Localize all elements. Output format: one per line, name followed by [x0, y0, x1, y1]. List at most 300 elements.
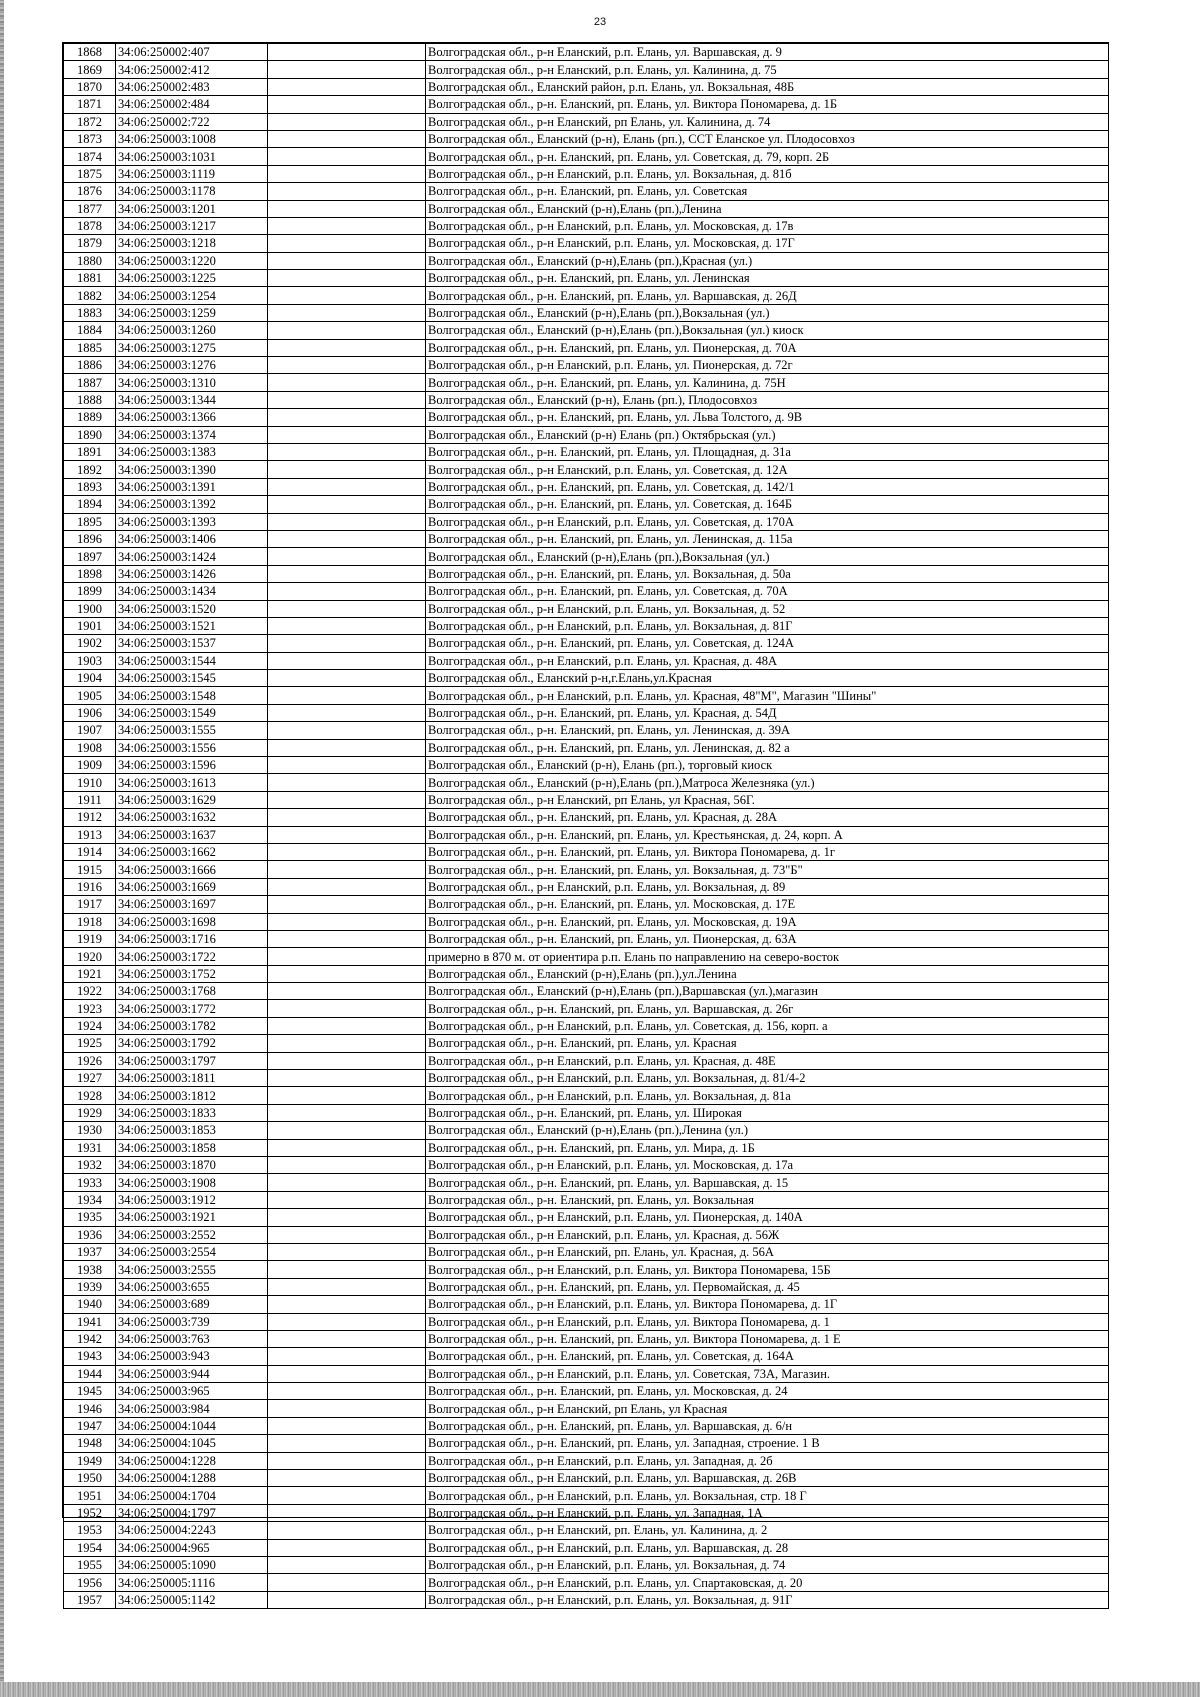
table-row	[64, 687, 1109, 704]
table-row	[64, 148, 1109, 165]
cadastral-number-cell: 34:06:250003:1833	[116, 1104, 268, 1121]
row-number-cell: 1938	[64, 1261, 116, 1278]
cadastral-number-cell: 34:06:250002:722	[116, 113, 268, 130]
address-cell: Волгоградская обл., р-н. Еланский, рп. Елань, ул. Виктора Пономарева, д. 1Б	[426, 96, 1109, 113]
address-cell: Волгоградская обл., р-н. Еланский, рп. Елань, ул. Виктора Пономарева, д. 1 Е	[426, 1330, 1109, 1347]
cadastral-number-cell: 34:06:250003:1912	[116, 1191, 268, 1208]
table-row	[64, 1070, 1109, 1087]
empty-cell	[268, 739, 426, 756]
address-cell: Волгоградская обл., р-н. Еланский, рп. Елань, ул. Красная, д. 28А	[426, 809, 1109, 826]
row-number-cell: 1908	[64, 739, 116, 756]
empty-cell	[268, 1070, 426, 1087]
table-row	[64, 670, 1109, 687]
row-number-cell: 1889	[64, 409, 116, 426]
table-row	[64, 1452, 1109, 1469]
row-number-cell: 1914	[64, 843, 116, 860]
cadastral-number-cell: 34:06:250004:1228	[116, 1452, 268, 1469]
row-number-cell: 1932	[64, 1157, 116, 1174]
cadastral-number-cell: 34:06:250003:1310	[116, 374, 268, 391]
table-row	[64, 722, 1109, 739]
cadastral-number-cell: 34:06:250003:943	[116, 1348, 268, 1365]
row-number-cell: 1931	[64, 1139, 116, 1156]
empty-cell	[268, 1157, 426, 1174]
cadastral-number-cell: 34:06:250003:1662	[116, 843, 268, 860]
table-row	[64, 513, 1109, 530]
row-number-cell: 1880	[64, 252, 116, 269]
row-number-cell: 1886	[64, 357, 116, 374]
cadastral-number-cell: 34:06:250004:1044	[116, 1417, 268, 1434]
table-row	[64, 1313, 1109, 1330]
empty-cell	[268, 339, 426, 356]
row-number-cell: 1945	[64, 1383, 116, 1400]
address-cell: Волгоградская обл., р-н Еланский, р.п. Елань, ул. Вокзальная, д. 81/4-2	[426, 1070, 1109, 1087]
row-number-cell: 1936	[64, 1226, 116, 1243]
table-row	[64, 461, 1109, 478]
address-cell: Волгоградская обл., Еланский р-н,г.Елань,ул.Красная	[426, 670, 1109, 687]
table-row	[64, 1487, 1109, 1504]
table-row	[64, 1278, 1109, 1295]
empty-cell	[268, 565, 426, 582]
empty-cell	[268, 1191, 426, 1208]
empty-cell	[268, 1122, 426, 1139]
cadastral-number-cell: 34:06:250003:1782	[116, 1017, 268, 1034]
address-cell: Волгоградская обл., р-н Еланский, р.п. Елань, ул. Московская, д. 17а	[426, 1157, 1109, 1174]
table-row	[64, 270, 1109, 287]
empty-cell	[268, 391, 426, 408]
row-number-cell: 1918	[64, 913, 116, 930]
empty-cell	[268, 252, 426, 269]
empty-cell	[268, 1226, 426, 1243]
empty-cell	[268, 861, 426, 878]
cadastral-number-cell: 34:06:250002:412	[116, 61, 268, 78]
table-row	[64, 1383, 1109, 1400]
address-cell: Волгоградская обл., Еланский (р-н),Елань (рп.),Ленина	[426, 200, 1109, 217]
address-cell: Волгоградская обл., р-н. Еланский, рп. Елань, ул. Советская, д. 124А	[426, 635, 1109, 652]
empty-cell	[268, 287, 426, 304]
row-number-cell: 1869	[64, 61, 116, 78]
row-number-cell: 1926	[64, 1052, 116, 1069]
address-cell: Волгоградская обл., р-н Еланский, р.п. Елань, ул. Вокзальная, д. 81а	[426, 1087, 1109, 1104]
empty-cell	[268, 687, 426, 704]
row-number-cell: 1879	[64, 235, 116, 252]
row-number-cell: 1900	[64, 600, 116, 617]
address-cell: Волгоградская обл., Еланский район, р.п. Елань, ул. Вокзальная, 48Б	[426, 78, 1109, 95]
empty-cell	[268, 1522, 426, 1539]
address-cell: Волгоградская обл., р-н. Еланский, рп. Елань, ул. Красная, д. 54Д	[426, 704, 1109, 721]
row-number-cell: 1930	[64, 1122, 116, 1139]
table-row	[64, 1522, 1109, 1539]
row-number-cell: 1935	[64, 1209, 116, 1226]
cadastral-number-cell: 34:06:250004:2243	[116, 1522, 268, 1539]
page-number: 23	[593, 16, 607, 28]
address-cell: Волгоградская обл., р-н Еланский, рп. Елань, ул. Красная, д. 56А	[426, 1243, 1109, 1260]
cadastral-number-cell: 34:06:250003:2554	[116, 1243, 268, 1260]
row-number-cell: 1868	[64, 44, 116, 61]
empty-cell	[268, 1417, 426, 1434]
table-row	[64, 1574, 1109, 1591]
address-cell: Волгоградская обл., р-н Еланский, р.п. Елань, ул. Западная, д. 2б	[426, 1452, 1109, 1469]
cadastral-number-cell: 34:06:250003:1548	[116, 687, 268, 704]
table-row	[64, 1139, 1109, 1156]
empty-cell	[268, 1452, 426, 1469]
address-cell: Волгоградская обл., р-н. Еланский, рп. Елань, ул. Варшавская, д. 26Д	[426, 287, 1109, 304]
cadastral-number-cell: 34:06:250003:1391	[116, 478, 268, 495]
empty-cell	[268, 1539, 426, 1556]
table-row	[64, 287, 1109, 304]
address-cell: Волгоградская обл., р-н. Еланский, рп. Елань, ул. Пионерская, д. 63А	[426, 930, 1109, 947]
empty-cell	[268, 235, 426, 252]
row-number-cell: 1896	[64, 530, 116, 547]
empty-cell	[268, 896, 426, 913]
empty-cell	[268, 1174, 426, 1191]
empty-cell	[268, 426, 426, 443]
table-row	[64, 61, 1109, 78]
cadastral-number-cell: 34:06:250003:1344	[116, 391, 268, 408]
empty-cell	[268, 1330, 426, 1347]
table-row	[64, 235, 1109, 252]
empty-cell	[268, 548, 426, 565]
row-number-cell: 1874	[64, 148, 116, 165]
table-row	[64, 1226, 1109, 1243]
table-row	[64, 1348, 1109, 1365]
address-cell: Волгоградская обл., р-н Еланский, рп. Елань, ул. Калинина, д. 2	[426, 1522, 1109, 1539]
table-row	[64, 565, 1109, 582]
empty-cell	[268, 930, 426, 947]
address-cell: Волгоградская обл., Еланский (р-н),Елань (рп.),Красная (ул.)	[426, 252, 1109, 269]
empty-cell	[268, 1052, 426, 1069]
row-number-cell: 1943	[64, 1348, 116, 1365]
cadastral-number-cell: 34:06:250004:1045	[116, 1435, 268, 1452]
empty-cell	[268, 478, 426, 495]
address-cell: Волгоградская обл., Еланский (р-н),Елань (рп.),Варшавская (ул.),магазин	[426, 983, 1109, 1000]
row-number-cell: 1957	[64, 1591, 116, 1608]
cadastral-number-cell: 34:06:250003:1393	[116, 513, 268, 530]
table-row	[64, 1504, 1109, 1521]
row-number-cell: 1937	[64, 1243, 116, 1260]
table-row	[64, 478, 1109, 495]
address-cell: Волгоградская обл., Еланский (р-н),Елань (рп.),Вокзальная (ул.) киоск	[426, 322, 1109, 339]
row-number-cell: 1924	[64, 1017, 116, 1034]
cadastral-number-cell: 34:06:250003:1666	[116, 861, 268, 878]
address-cell: Волгоградская обл., р-н Еланский, р.п. Елань, ул. Вокзальная, д. 81б	[426, 165, 1109, 182]
table-row	[64, 583, 1109, 600]
cadastral-number-cell: 34:06:250003:1275	[116, 339, 268, 356]
address-cell: Волгоградская обл., р-н Еланский, р.п. Елань, ул. Советская, д. 156, корп. а	[426, 1017, 1109, 1034]
table-row	[64, 1556, 1109, 1573]
empty-cell	[268, 1591, 426, 1608]
empty-cell	[268, 1296, 426, 1313]
row-number-cell: 1881	[64, 270, 116, 287]
table-row	[64, 496, 1109, 513]
cadastral-number-cell: 34:06:250003:1812	[116, 1087, 268, 1104]
table-row	[64, 1000, 1109, 1017]
table-row	[64, 843, 1109, 860]
cadastral-number-cell: 34:06:250003:763	[116, 1330, 268, 1347]
table-row	[64, 791, 1109, 808]
table-row	[64, 930, 1109, 947]
row-number-cell: 1927	[64, 1070, 116, 1087]
address-cell: примерно в 870 м. от ориентира р.п. Елань по направлению на северо-восток	[426, 948, 1109, 965]
row-number-cell: 1871	[64, 96, 116, 113]
address-cell: Волгоградская обл., р-н. Еланский, рп. Елань, ул. Красная	[426, 1035, 1109, 1052]
row-number-cell: 1885	[64, 339, 116, 356]
empty-cell	[268, 1035, 426, 1052]
address-cell: Волгоградская обл., р-н. Еланский, рп. Елань, ул. Мира, д. 1Б	[426, 1139, 1109, 1156]
table-row	[64, 1209, 1109, 1226]
table-row	[64, 113, 1109, 130]
empty-cell	[268, 1435, 426, 1452]
empty-cell	[268, 600, 426, 617]
cadastral-number-cell: 34:06:250004:965	[116, 1539, 268, 1556]
row-number-cell: 1891	[64, 443, 116, 460]
address-cell: Волгоградская обл., р-н. Еланский, рп. Елань, ул. Вокзальная	[426, 1191, 1109, 1208]
address-cell: Волгоградская обл., р-н. Еланский, рп. Елань, ул. Крестьянская, д. 24, корп. А	[426, 826, 1109, 843]
empty-cell	[268, 809, 426, 826]
empty-cell	[268, 1000, 426, 1017]
cadastral-number-cell: 34:06:250003:1434	[116, 583, 268, 600]
empty-cell	[268, 1243, 426, 1260]
cadastral-number-cell: 34:06:250003:1392	[116, 496, 268, 513]
empty-cell	[268, 409, 426, 426]
cadastral-number-cell: 34:06:250003:1613	[116, 774, 268, 791]
empty-cell	[268, 1487, 426, 1504]
address-cell: Волгоградская обл., р-н. Еланский, рп. Елань, ул. Варшавская, д. 26г	[426, 1000, 1109, 1017]
row-number-cell: 1920	[64, 948, 116, 965]
empty-cell	[268, 635, 426, 652]
cadastral-number-cell: 34:06:250005:1090	[116, 1556, 268, 1573]
cadastral-number-cell: 34:06:250002:407	[116, 44, 268, 61]
address-cell: Волгоградская обл., Еланский (р-н) Елань (рп.) Октябрьская (ул.)	[426, 426, 1109, 443]
empty-cell	[268, 913, 426, 930]
empty-cell	[268, 791, 426, 808]
cadastral-number-cell: 34:06:250003:655	[116, 1278, 268, 1295]
row-number-cell: 1941	[64, 1313, 116, 1330]
table-row	[64, 1052, 1109, 1069]
table-row	[64, 548, 1109, 565]
cadastral-number-cell: 34:06:250003:1119	[116, 165, 268, 182]
row-number-cell: 1883	[64, 304, 116, 321]
empty-cell	[268, 878, 426, 895]
cadastral-number-cell: 34:06:250004:1797	[116, 1504, 268, 1521]
table-row	[64, 1087, 1109, 1104]
address-cell: Волгоградская обл., Еланский (р-н), Елань (рп.), торговый киоск	[426, 757, 1109, 774]
empty-cell	[268, 1574, 426, 1591]
address-cell: Волгоградская обл., р-н. Еланский, рп. Елань, ул. Ленинская, д. 39А	[426, 722, 1109, 739]
row-number-cell: 1950	[64, 1470, 116, 1487]
table-row	[64, 443, 1109, 460]
row-number-cell: 1898	[64, 565, 116, 582]
address-cell: Волгоградская обл., р-н. Еланский, рп. Елань, ул. Ленинская	[426, 270, 1109, 287]
address-cell: Волгоградская обл., р-н. Еланский, рп. Елань, ул. Советская, д. 164А	[426, 1348, 1109, 1365]
row-number-cell: 1952	[64, 1504, 116, 1521]
address-cell: Волгоградская обл., р-н Еланский, р.п. Елань, ул. Варшавская, д. 9	[426, 44, 1109, 61]
table-row	[64, 252, 1109, 269]
address-cell: Волгоградская обл., р-н Еланский, р.п. Елань, ул. Советская, 73А, Магазин.	[426, 1365, 1109, 1382]
table-row	[64, 1365, 1109, 1382]
cadastral-number-cell: 34:06:250003:1178	[116, 183, 268, 200]
address-cell: Волгоградская обл., р-н. Еланский, рп. Елань, ул. Московская, д. 19А	[426, 913, 1109, 930]
cadastral-number-cell: 34:06:250003:1220	[116, 252, 268, 269]
cadastral-number-cell: 34:06:250003:1424	[116, 548, 268, 565]
address-cell: Волгоградская обл., р-н Еланский, р.п. Елань, ул. Виктора Пономарева, д. 1	[426, 1313, 1109, 1330]
cadastral-number-cell: 34:06:250003:1772	[116, 1000, 268, 1017]
cadastral-number-cell: 34:06:250002:484	[116, 96, 268, 113]
cadastral-number-cell: 34:06:250003:1544	[116, 652, 268, 669]
address-cell: Волгоградская обл., р-н. Еланский, рп. Елань, ул. Первомайская, д. 45	[426, 1278, 1109, 1295]
row-number-cell: 1922	[64, 983, 116, 1000]
table-row	[64, 304, 1109, 321]
table-row	[64, 357, 1109, 374]
empty-cell	[268, 1139, 426, 1156]
cadastral-number-cell: 34:06:250005:1142	[116, 1591, 268, 1608]
empty-cell	[268, 96, 426, 113]
table-row	[64, 426, 1109, 443]
empty-cell	[268, 1278, 426, 1295]
table-row	[64, 826, 1109, 843]
table-row	[64, 774, 1109, 791]
address-cell: Волгоградская обл., р-н. Еланский, рп. Елань, ул. Советская, д. 79, корп. 2Б	[426, 148, 1109, 165]
row-number-cell: 1940	[64, 1296, 116, 1313]
address-cell: Волгоградская обл., р-н. Еланский, рп. Елань, ул. Калинина, д. 75Н	[426, 374, 1109, 391]
address-cell: Волгоградская обл., р-н Еланский, р.п. Елань, ул. Вокзальная, д. 89	[426, 878, 1109, 895]
table-row	[64, 1435, 1109, 1452]
row-number-cell: 1895	[64, 513, 116, 530]
cadastral-number-cell: 34:06:250003:1520	[116, 600, 268, 617]
empty-cell	[268, 583, 426, 600]
cadastral-number-cell: 34:06:250004:1288	[116, 1470, 268, 1487]
cadastral-number-cell: 34:06:250003:1390	[116, 461, 268, 478]
address-cell: Волгоградская обл., р-н Еланский, р.п. Елань, ул. Московская, д. 17в	[426, 217, 1109, 234]
row-number-cell: 1955	[64, 1556, 116, 1573]
cadastral-number-cell: 34:06:250003:1853	[116, 1122, 268, 1139]
row-number-cell: 1942	[64, 1330, 116, 1347]
row-number-cell: 1876	[64, 183, 116, 200]
table-row	[64, 878, 1109, 895]
empty-cell	[268, 774, 426, 791]
table-row	[64, 200, 1109, 217]
table-row	[64, 913, 1109, 930]
address-cell: Волгоградская обл., р-н Еланский, р.п. Елань, ул. Калинина, д. 75	[426, 61, 1109, 78]
empty-cell	[268, 44, 426, 61]
row-number-cell: 1954	[64, 1539, 116, 1556]
cadastral-number-cell: 34:06:250003:1858	[116, 1139, 268, 1156]
row-number-cell: 1878	[64, 217, 116, 234]
table-row	[64, 165, 1109, 182]
address-cell: Волгоградская обл., р-н. Еланский, рп. Елань, ул. Московская, д. 17Е	[426, 896, 1109, 913]
row-number-cell: 1939	[64, 1278, 116, 1295]
empty-cell	[268, 357, 426, 374]
empty-cell	[268, 757, 426, 774]
row-number-cell: 1897	[64, 548, 116, 565]
row-number-cell: 1951	[64, 1487, 116, 1504]
row-number-cell: 1884	[64, 322, 116, 339]
cadastral-number-cell: 34:06:250003:1521	[116, 617, 268, 634]
row-number-cell: 1917	[64, 896, 116, 913]
table-row	[64, 896, 1109, 913]
empty-cell	[268, 1348, 426, 1365]
cadastral-number-cell: 34:06:250003:1549	[116, 704, 268, 721]
row-number-cell: 1947	[64, 1417, 116, 1434]
address-cell: Волгоградская обл., р-н Еланский, р.п. Елань, ул. Вокзальная, д. 81Г	[426, 617, 1109, 634]
empty-cell	[268, 270, 426, 287]
empty-cell	[268, 443, 426, 460]
row-number-cell: 1892	[64, 461, 116, 478]
empty-cell	[268, 617, 426, 634]
empty-cell	[268, 1556, 426, 1573]
empty-cell	[268, 61, 426, 78]
cadastral-number-cell: 34:06:250003:1792	[116, 1035, 268, 1052]
address-cell: Волгоградская обл., р-н. Еланский, рп. Елань, ул. Варшавская, д. 6/н	[426, 1417, 1109, 1434]
table-row	[64, 96, 1109, 113]
table-row	[64, 183, 1109, 200]
address-cell: Волгоградская обл., р-н Еланский, р.п. Елань, ул. Красная, д. 56Ж	[426, 1226, 1109, 1243]
table-row	[64, 409, 1109, 426]
row-number-cell: 1903	[64, 652, 116, 669]
table-row	[64, 757, 1109, 774]
table-row	[64, 1191, 1109, 1208]
address-cell: Волгоградская обл., р-н Еланский, р.п. Елань, ул. Спартаковская, д. 20	[426, 1574, 1109, 1591]
cadastral-number-cell: 34:06:250003:1596	[116, 757, 268, 774]
row-number-cell: 1910	[64, 774, 116, 791]
row-number-cell: 1906	[64, 704, 116, 721]
cadastral-number-cell: 34:06:250003:1811	[116, 1070, 268, 1087]
row-number-cell: 1956	[64, 1574, 116, 1591]
cadastral-number-cell: 34:06:250002:483	[116, 78, 268, 95]
empty-cell	[268, 130, 426, 147]
address-cell: Волгоградская обл., р-н Еланский, р.п. Елань, ул. Пионерская, д. 72г	[426, 357, 1109, 374]
scan-left-edge	[0, 0, 4, 1697]
cadastral-number-cell: 34:06:250003:1545	[116, 670, 268, 687]
cadastral-number-cell: 34:06:250003:1201	[116, 200, 268, 217]
cadastral-number-cell: 34:06:250003:1555	[116, 722, 268, 739]
cadastral-number-cell: 34:06:250003:1031	[116, 148, 268, 165]
table-row	[64, 1174, 1109, 1191]
empty-cell	[268, 1261, 426, 1278]
row-number-cell: 1948	[64, 1435, 116, 1452]
address-cell: Волгоградская обл., р-н. Еланский, рп. Елань, ул. Пионерская, д. 70А	[426, 339, 1109, 356]
address-cell: Волгоградская обл., р-н Еланский, р.п. Елань, ул. Вокзальная, д. 52	[426, 600, 1109, 617]
cadastral-number-cell: 34:06:250003:739	[116, 1313, 268, 1330]
empty-cell	[268, 948, 426, 965]
empty-cell	[268, 304, 426, 321]
records-table	[63, 43, 1109, 1609]
cadastral-number-cell: 34:06:250003:1632	[116, 809, 268, 826]
address-cell: Волгоградская обл., Еланский (р-н),Елань (рп.),Вокзальная (ул.)	[426, 548, 1109, 565]
table-row	[64, 704, 1109, 721]
address-cell: Волгоградская обл., р-н. Еланский, рп. Елань, ул. Виктора Пономарева, д. 1г	[426, 843, 1109, 860]
address-cell: Волгоградская обл., р-н Еланский, рп Елань, ул Красная	[426, 1400, 1109, 1417]
row-number-cell: 1934	[64, 1191, 116, 1208]
empty-cell	[268, 1383, 426, 1400]
cadastral-number-cell: 34:06:250003:1260	[116, 322, 268, 339]
records-table-body	[64, 44, 1109, 1609]
empty-cell	[268, 1365, 426, 1382]
table-row	[64, 635, 1109, 652]
table-row	[64, 217, 1109, 234]
table-row	[64, 948, 1109, 965]
cadastral-number-cell: 34:06:250003:1637	[116, 826, 268, 843]
cadastral-number-cell: 34:06:250003:1254	[116, 287, 268, 304]
cadastral-number-cell: 34:06:250003:1698	[116, 913, 268, 930]
cadastral-number-cell: 34:06:250003:1752	[116, 965, 268, 982]
cadastral-number-cell: 34:06:250003:1374	[116, 426, 268, 443]
table-row	[64, 44, 1109, 61]
table-row	[64, 600, 1109, 617]
row-number-cell: 1925	[64, 1035, 116, 1052]
empty-cell	[268, 165, 426, 182]
table-row	[64, 1417, 1109, 1434]
cadastral-number-cell: 34:06:250003:965	[116, 1383, 268, 1400]
